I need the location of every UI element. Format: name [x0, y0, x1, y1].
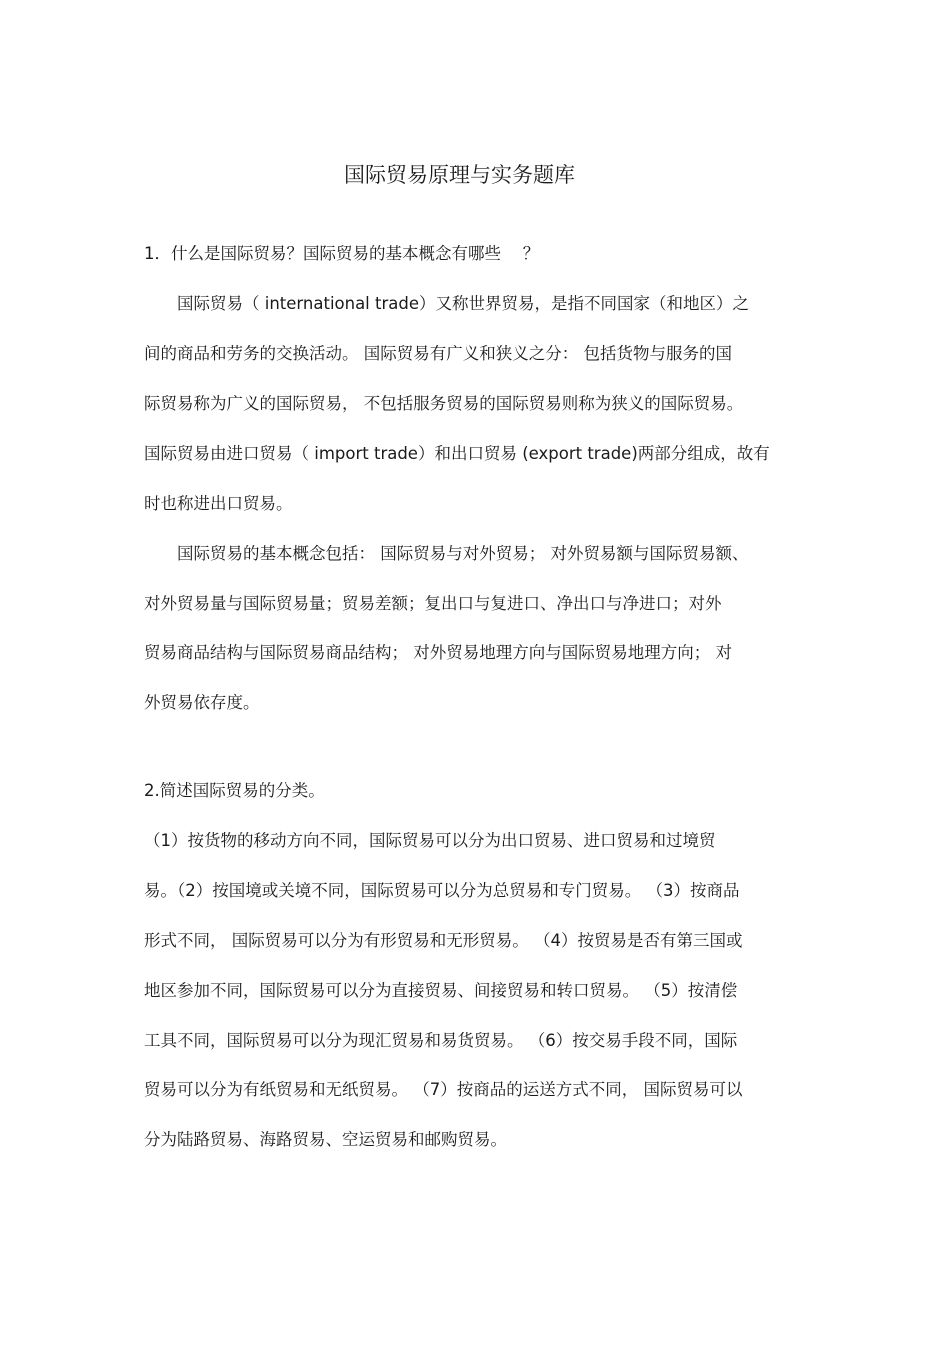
answer-2-line: 地区参加不同，国际贸易可以分为直接贸易、间接贸易和转口贸易。 （5）按清偿: [144, 981, 738, 1000]
answer-1-line: 对外贸易量与国际贸易量；贸易差额；复出口与复进口、净出口与净进口；对外: [144, 594, 722, 613]
answer-1-line: 国际贸易的基本概念包括： 国际贸易与对外贸易； 对外贸易额与国际贸易额、: [144, 544, 749, 563]
answer-1-line: 外贸易依存度。: [144, 693, 260, 712]
answer-2-line: 工具不同，国际贸易可以分为现汇贸易和易货贸易。 （6）按交易手段不同，国际: [144, 1031, 738, 1050]
question-1-heading: 1．什么是国际贸易？国际贸易的基本概念有哪些 ？: [144, 244, 540, 263]
answer-1-line: 国际贸易由进口贸易（ import trade）和出口贸易 (export trade)两部分组成，故有: [144, 444, 770, 463]
answer-1-line: 国际贸易（ international trade）又称世界贸易，是指不同国家（和地区）之: [144, 294, 750, 313]
answer-2-line: 易。（2）按国境或关境不同，国际贸易可以分为总贸易和专门贸易。 （3）按商品: [144, 881, 740, 900]
answer-2-line: 分为陆路贸易、海路贸易、空运贸易和邮购贸易。: [144, 1130, 507, 1149]
document-title: 国际贸易原理与实务题库: [344, 163, 575, 187]
question-2-heading: 2.简述国际贸易的分类。: [144, 781, 325, 800]
answer-1-line: 时也称进出口贸易。: [144, 494, 293, 513]
answer-1-line: 际贸易称为广义的国际贸易， 不包括服务贸易的国际贸易则称为狭义的国际贸易。: [144, 394, 744, 413]
answer-2-line: （1）按货物的移动方向不同，国际贸易可以分为出口贸易、进口贸易和过境贸: [144, 831, 716, 850]
answer-2-line: 形式不同， 国际贸易可以分为有形贸易和无形贸易。 （4）按贸易是否有第三国或: [144, 931, 743, 950]
answer-1-line: 间的商品和劳务的交换活动。 国际贸易有广义和狭义之分： 包括货物与服务的国: [144, 344, 732, 363]
answer-2-line: 贸易可以分为有纸贸易和无纸贸易。 （7）按商品的运送方式不同， 国际贸易可以: [144, 1080, 743, 1099]
answer-1-line: 贸易商品结构与国际贸易商品结构； 对外贸易地理方向与国际贸易地理方向； 对: [144, 643, 732, 662]
